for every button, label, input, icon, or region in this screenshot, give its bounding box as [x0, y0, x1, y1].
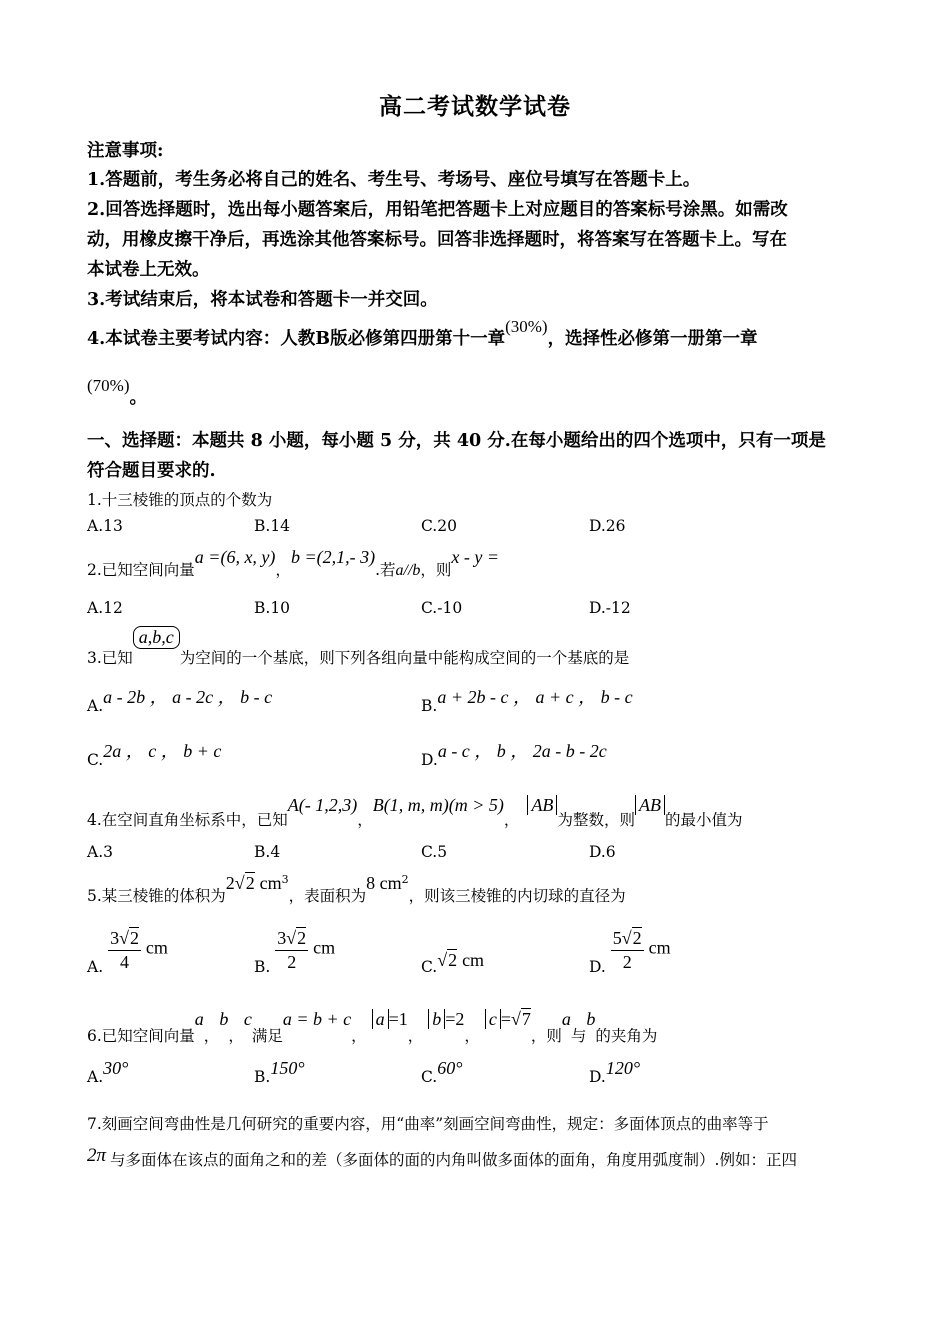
q6-abs-b: b: [428, 1009, 445, 1029]
q7-line-2: [87, 1144, 797, 1167]
q3-option-d: [421, 737, 607, 769]
section-1-line-1: 一、选择题：本题共 8 小题，每小题 5 分，共 40 分.在每小题给出的四个选项中，只有一项是: [87, 431, 826, 451]
q6-stem-text-d: 与: [570, 1027, 587, 1045]
q6-sep-5: ，: [464, 1027, 480, 1045]
q2-vector-b: b =(2,1,- 3): [290, 547, 376, 567]
q5-stem-text-b: ，表面积为: [288, 887, 367, 905]
q2-stem-text-c: ，则: [420, 561, 452, 579]
q6-option-d: [589, 1058, 641, 1086]
section-1-line-2: 符合题目要求的.: [87, 461, 216, 481]
notice-item-4-pct-1: (30%): [505, 317, 548, 336]
q4-option-a: A.3: [87, 843, 113, 861]
q4-option-c: C.5: [421, 843, 448, 861]
q5-option-a: [87, 926, 168, 976]
q6-abs-c-equals: =: [500, 1009, 511, 1029]
q5-stem-text-a: 5.某三棱锥的体积为: [87, 887, 226, 905]
q4-ab-abs: AB: [527, 795, 557, 815]
q7-line-2-text: 与多面体在该点的面角之和的差（多面体的面的内角叫做多面体的面角，角度用弧度制）.例如：正四: [110, 1151, 797, 1169]
notice-item-4-text-c: 版必修第四册第十一章: [330, 329, 506, 349]
notice-item-4-pct-2: (70%): [87, 376, 130, 395]
q5-option-c: [421, 950, 485, 976]
q2-option-c: C.-10: [421, 599, 463, 617]
q6-option-a: [87, 1058, 129, 1086]
notice-item-3: 3.考试结束后，将本试卷和答题卡一并交回。: [87, 290, 438, 310]
notice-item-4-text-d: ，选择性必修第一册第一章: [547, 329, 758, 349]
q6-abs-c: c: [485, 1009, 501, 1029]
q6-option-b-label: B.: [254, 1068, 271, 1086]
q5-option-d-coef: 5: [612, 928, 622, 948]
q6-sep-3: ，: [351, 1027, 367, 1045]
q6-stem-text-c: ，则: [530, 1027, 562, 1045]
q2-stem: [87, 546, 500, 579]
q5-option-a-label: A.: [87, 957, 104, 976]
q2-stem-text-a: 2.已知空间向量: [87, 561, 195, 579]
q4-point-a: A(- 1,2,3): [287, 795, 358, 815]
q6-sep-1: ，: [203, 1027, 220, 1045]
q5-option-b-unit: cm: [313, 937, 336, 958]
q5-area-exp: 2: [401, 872, 409, 886]
q5-option-b-denominator: 2: [287, 952, 297, 972]
q6-abs-b-value: =2: [445, 1009, 465, 1029]
q5-area: 8 cm: [366, 873, 402, 893]
q2-condition: a//b: [395, 562, 421, 579]
q4-stem-text-b: 为整数，则: [557, 811, 635, 829]
q6-relation: a = b + c: [282, 1009, 352, 1029]
notice-item-2-line-3: 本试卷上无效。: [87, 260, 210, 280]
q2-separator: ，: [275, 561, 291, 579]
q6-sep-2: ，: [228, 1027, 244, 1045]
q6-option-a-value: 30°: [103, 1058, 129, 1078]
q6-vector-b-2: b: [586, 1009, 596, 1029]
notice-item-2-line-2: 动，用橡皮擦干净后，再选涂其他答案标号。回答非选择题时，将答案写在答题卡上。写在: [87, 230, 787, 250]
q6-option-c-label: C.: [421, 1068, 438, 1086]
q2-stem-text-b: .若: [375, 561, 396, 579]
q4-option-b: B.4: [254, 843, 281, 861]
q5-option-b-numerator: 3√2: [275, 926, 308, 951]
q3-option-c-label: C.: [87, 751, 104, 769]
q3-option-a: [87, 683, 273, 715]
q5-option-a-unit: cm: [145, 937, 168, 958]
q3-option-c-expr: 2a ， c ， b + c: [103, 741, 222, 761]
q6-abs-a: a: [372, 1009, 389, 1029]
q5-volume-unit: cm: [259, 873, 282, 893]
page-title: 高二考试数学试卷: [379, 93, 571, 120]
notice-item-4-end: 。: [129, 388, 147, 408]
q6-vector-b: b: [219, 1009, 229, 1029]
q3-option-a-label: A.: [87, 697, 104, 715]
q2-expression: x - y =: [451, 547, 500, 567]
q5-option-c-radicand: 2: [448, 950, 458, 970]
q1-option-a: A.13: [87, 517, 123, 535]
q2-vector-a: a =(6, x, y): [194, 547, 276, 567]
q6-vector-a: a: [194, 1009, 204, 1029]
q3-option-b: [421, 683, 633, 715]
q6-abs-a-value: =1: [388, 1009, 408, 1029]
notice-heading: 注意事项:: [87, 141, 164, 161]
q6-stem-text-b: 满足: [251, 1027, 283, 1045]
q5-stem: [87, 872, 626, 905]
notice-item-1: 1.答题前，考生务必将自己的姓名、考生号、考场号、座位号填写在答题卡上。: [87, 170, 701, 190]
notice-item-2-line-1: 2.回答选择题时，选出每小题答案后，用铅笔把答题卡上对应题目的答案标号涂黑。如需改: [87, 200, 788, 220]
q4-stem-text-a: 4.在空间直角坐标系中，已知: [87, 811, 288, 829]
q7-line-1: 7.刻画空间弯曲性是几何研究的重要内容，用“曲率”刻画空间弯曲性，规定：多面体顶点的曲率等于: [87, 1115, 769, 1133]
q5-option-c-sqrt-sign: √: [437, 950, 448, 970]
q5-option-a-denominator: 4: [120, 952, 129, 972]
q6-option-d-value: 120°: [605, 1058, 641, 1078]
q6-stem-text-a: 6.已知空间向量: [87, 1027, 195, 1045]
q6-option-b: [254, 1058, 305, 1086]
q6-stem-text-e: 的夹角为: [595, 1027, 658, 1045]
q5-option-d-unit: cm: [648, 937, 671, 958]
q3-option-a-expr: a - 2b ， a - 2c ， b - c: [103, 687, 273, 707]
q3-option-d-expr: a - c ， b ， 2a - b - 2c: [437, 741, 607, 761]
q4-stem: [87, 794, 743, 829]
q6-sqrt-sign: √: [510, 1009, 521, 1029]
notice-item-4: [87, 317, 758, 350]
q5-option-b-label: B.: [254, 957, 271, 976]
q6-vector-c: c: [243, 1009, 252, 1029]
q3-basis: a,b,c: [133, 626, 180, 649]
q5-option-d-denominator: 2: [622, 952, 632, 972]
q3-stem: [87, 626, 630, 667]
q4-ab-abs-2: AB: [635, 795, 665, 815]
q5-option-c-label: C.: [421, 958, 438, 976]
q5-option-d-numerator: 5√2: [611, 926, 644, 951]
q6-option-b-value: 150°: [270, 1058, 305, 1078]
q4-separator-1: ，: [357, 811, 373, 829]
notice-item-4-text-a: 4.本试卷主要考试内容：人教: [87, 329, 316, 349]
q3-stem-text-b: 为空间的一个基底，则下列各组向量中能构成空间的一个基底的是: [179, 649, 630, 667]
q6-sep-4: ，: [407, 1027, 424, 1045]
q5-volume-exp: 3: [281, 872, 289, 886]
q5-option-a-numerator: 3√2: [108, 926, 141, 951]
q5-option-d-radicand: 2: [632, 928, 642, 948]
q5-stem-text-c: ，则该三棱锥的内切球的直径为: [408, 887, 626, 905]
q3-option-d-label: D.: [421, 751, 438, 769]
q1-option-b: B.14: [254, 517, 291, 535]
q6-option-c-value: 60°: [437, 1058, 463, 1078]
q6-stem: [87, 1008, 658, 1045]
q6-vector-a-2: a: [561, 1009, 571, 1029]
q3-option-c: [87, 737, 222, 769]
q4-stem-text-c: 的最小值为: [664, 811, 743, 829]
q4-point-b: B(1, m, m)(m > 5): [372, 795, 504, 815]
q4-separator-2: ，: [503, 811, 520, 829]
q5-option-b-fraction: [275, 926, 308, 973]
q1-option-c: C.20: [421, 517, 457, 535]
q1-stem: 1.十三棱锥的顶点的个数为: [87, 491, 273, 509]
q6-option-d-label: D.: [589, 1068, 606, 1086]
notice-item-4-b: B: [315, 329, 331, 349]
q5-option-d-label: D.: [589, 957, 606, 976]
q5-option-c-unit: cm: [462, 950, 485, 970]
q5-volume-coef: 2: [225, 873, 235, 893]
q2-option-d: D.-12: [589, 599, 631, 617]
q2-option-a: A.12: [87, 599, 123, 617]
q3-option-b-expr: a + 2b - c ， a + c ， b - c: [437, 687, 633, 707]
notice-item-4-cont: [87, 372, 147, 408]
q6-option-c: [421, 1058, 463, 1086]
q5-option-b-coef: 3: [277, 928, 287, 948]
q1-option-d: D.26: [589, 517, 626, 535]
q5-sqrt-sign: √: [234, 873, 245, 893]
q5-option-b: [254, 926, 336, 976]
q6-abs-c-radicand: 7: [521, 1009, 531, 1029]
q5-option-a-fraction: [108, 926, 141, 973]
q4-option-d: D.6: [589, 843, 616, 861]
q5-volume-radicand: 2: [245, 873, 255, 893]
q5-option-a-coef: 3: [110, 928, 120, 948]
q5-option-d: [589, 926, 671, 976]
q3-option-b-label: B.: [421, 697, 438, 715]
q7-two-pi: 2π: [87, 1145, 107, 1166]
q5-option-d-fraction: [611, 926, 644, 973]
q5-option-b-radicand: 2: [297, 928, 307, 948]
q2-option-b: B.10: [254, 599, 291, 617]
q5-option-a-radicand: 2: [129, 928, 139, 948]
q3-stem-text-a: 3.已知: [87, 649, 133, 667]
q6-option-a-label: A.: [87, 1068, 104, 1086]
